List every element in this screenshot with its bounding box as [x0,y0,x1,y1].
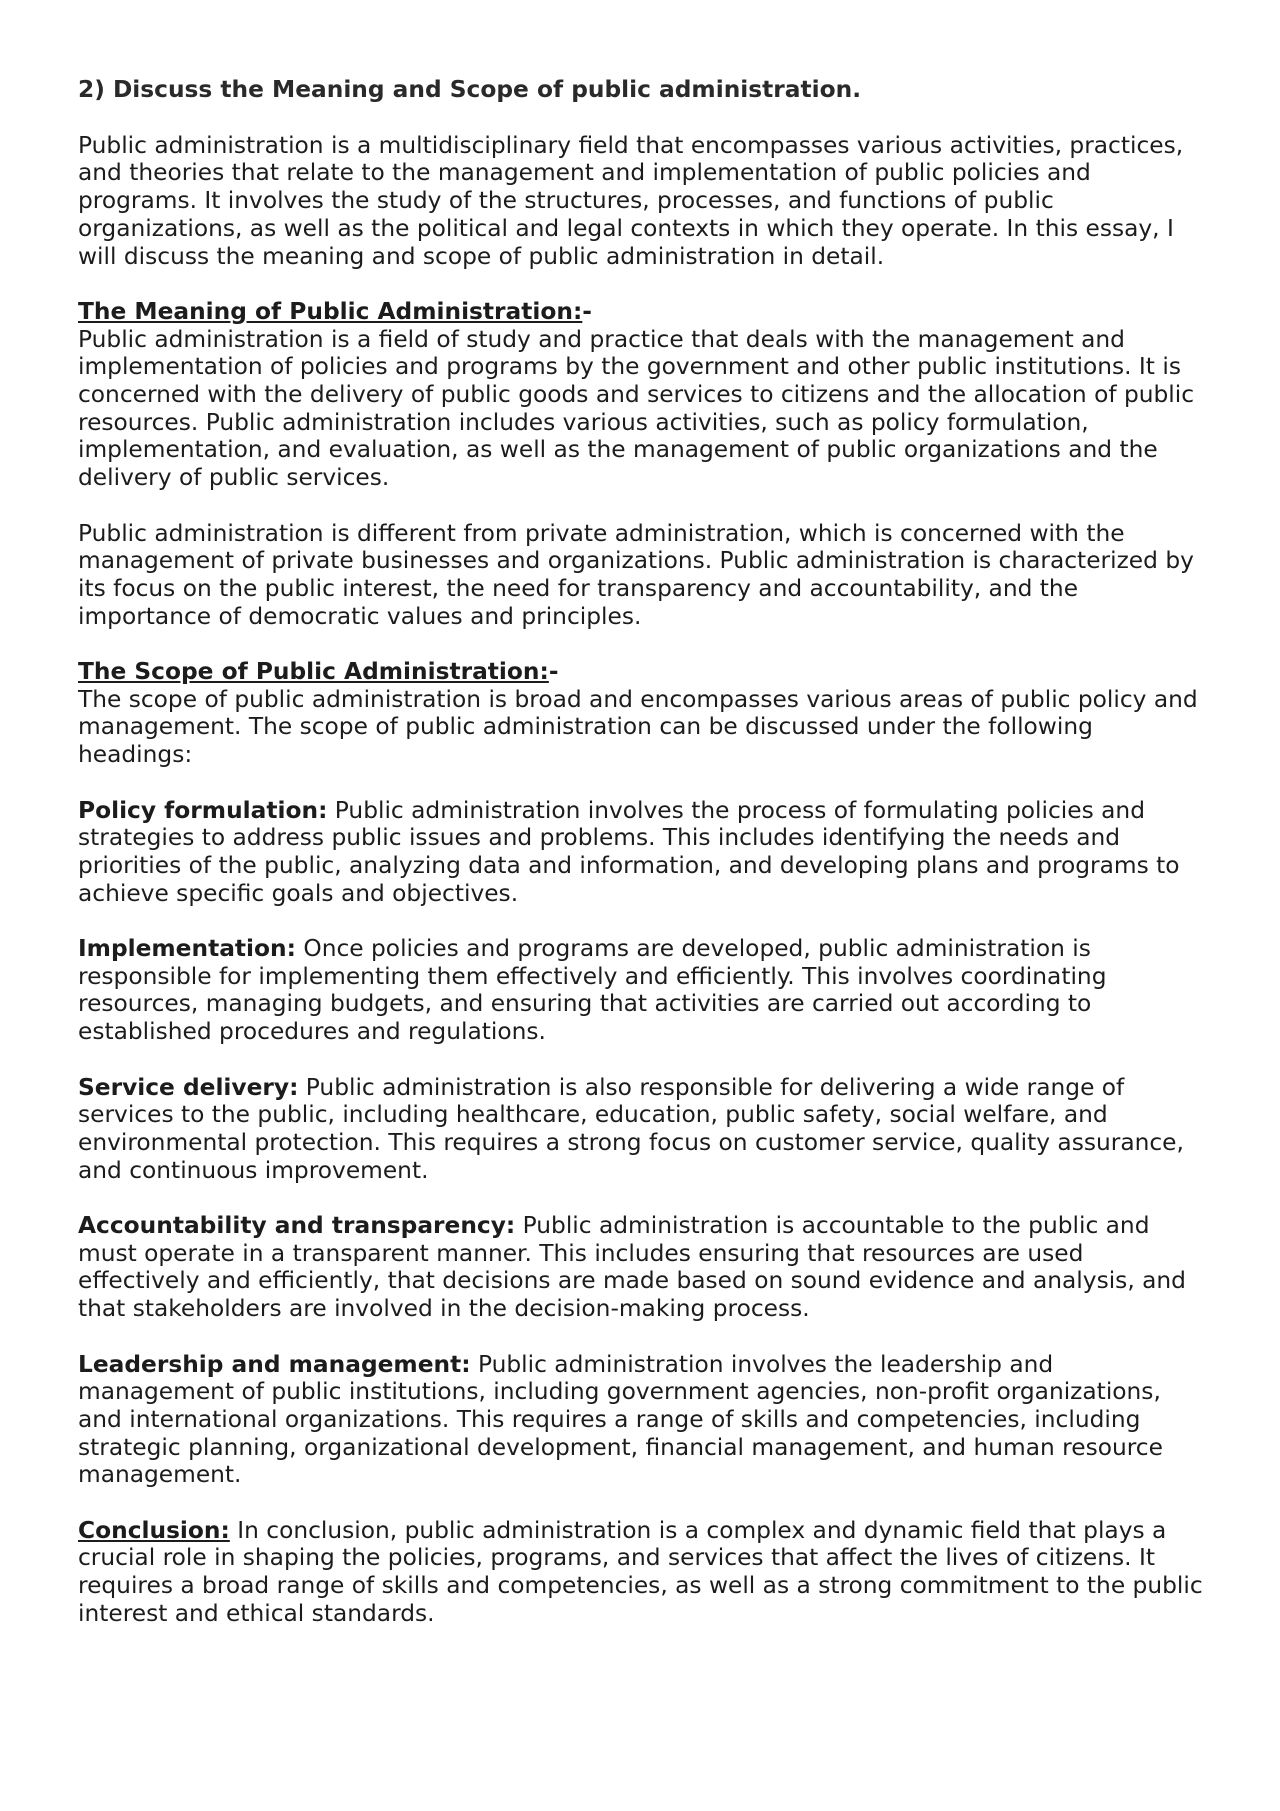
scope-item-term: Implementation: [78,935,296,963]
intro-paragraph: Public administration is a multidisciplinary field that encompasses various activities, practices, and theories that relate to the management and implementation of public policies and programs. It involves the study of the structures, processes, and functions of public organizations, as well as the political and legal contexts in which they operate. In this essay, I will discuss the meaning and scope of public administration in detail. [78,131,1184,270]
meaning-heading-line [78,298,1208,326]
scope-item-implementation [78,935,1208,1046]
scope-item-policy-formulation [78,797,1208,908]
conclusion-paragraph [78,1517,1208,1628]
scope-item-text: Public administration involves the leadership and management of public institutions, including government agencies, non-profit organizations, and international organizations. This requires a range of skills and competencies, including strategic planning, organizational development, financial management, and human resource management. [78,1350,1163,1489]
conclusion-term: Conclusion: [78,1516,230,1544]
meaning-paragraph-1: Public administration is a field of study and practice that deals with the management and implementation of policies and programs by the government and other public institutions. It is concerned with the delivery of public goods and services to citizens and the allocation of public resources. Public administration includes various activities, such as policy formulation, implementation, and evaluation, as well as the management of public organizations and the delivery of public services. [78,325,1195,492]
scope-item-term: Service delivery: [78,1073,299,1101]
scope-heading-line [78,658,1208,686]
scope-item-leadership [78,1351,1208,1490]
meaning-heading: The Meaning of Public Administration: [78,297,583,325]
scope-item-accountability [78,1212,1208,1323]
meaning-paragraph-2: Public administration is different from private administration, which is concerned with the management of private businesses and organizations. Public administration is characterized by its focus on the public interest, the need for transparency and accountability, and the importance of democratic values and principles. [78,519,1194,630]
scope-item-term: Policy formulation: [78,796,328,824]
scope-item-text: Public administration is accountable to the public and must operate in a transparent manner. This includes ensuring that resources are used effectively and efficiently, that decisions are made based on sound evidence and analysis, and that stakeholders are involved in the decision-making process. [78,1212,1186,1323]
scope-heading: The Scope of Public Administration: [78,658,549,686]
scope-item-text: Once policies and programs are developed, public administration is responsible for implementing them effectively and efficiently. This involves coordinating resources, managing budgets, and ensuring that activities are carried out according to established procedures and regulations. [78,935,1107,1046]
scope-item-term: Accountability and transparency: [78,1212,516,1240]
scope-item-text: Public administration is also responsible for delivering a wide range of services to the public, including healthcare, education, public safety, social welfare, and environmental protection. This requires a strong focus on customer service, quality assurance, and continuous improvement. [78,1073,1184,1184]
meaning-section [78,298,1208,492]
scope-item-service-delivery [78,1074,1208,1185]
scope-item-text: Public administration involves the process of formulating policies and strategies to address public issues and problems. This includes identifying the needs and priorities of the public, analyzing data and information, and developing plans and programs to achieve specific goals and objectives. [78,796,1180,907]
scope-intro: The scope of public administration is broad and encompasses various areas of public policy and management. The scope of public administration can be discussed under the following headings: [78,685,1198,769]
conclusion-text: In conclusion, public administration is a complex and dynamic field that plays a crucial role in shaping the policies, programs, and services that affect the lives of citizens. It requires a broad range of skills and competencies, as well as a strong commitment to the public interest and ethical standards. [78,1516,1203,1627]
scope-section [78,658,1208,769]
question-title: 2) Discuss the Meaning and Scope of public administration. [78,76,862,103]
document-body [78,76,1208,1655]
meaning-heading-suffix: - [582,297,592,325]
scope-heading-suffix: - [548,658,559,686]
scope-item-term: Leadership and management: [78,1350,471,1378]
